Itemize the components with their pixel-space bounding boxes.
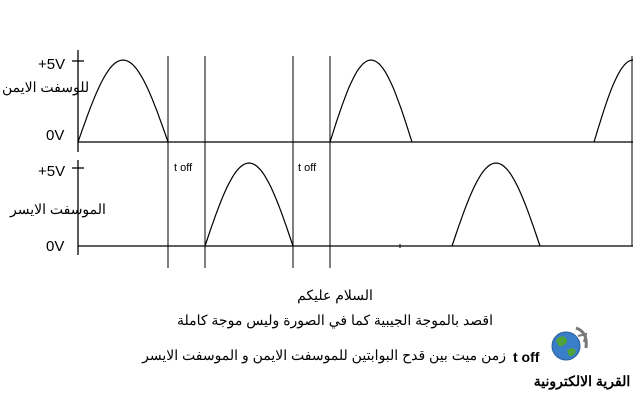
- logo: [534, 328, 630, 390]
- logo-text: القرية الالكترونية: [533, 373, 631, 389]
- message-line-1: اقصد بالموجة الجيبية كما في الصورة وليس موجة كاملة: [176, 312, 494, 328]
- bottom-hump-2: [452, 163, 540, 246]
- toff-term: t off: [513, 349, 540, 365]
- bottom-hump-1: [205, 163, 293, 246]
- waveform-humps: [78, 60, 633, 246]
- top-0v-label: 0V: [46, 127, 65, 144]
- greeting-text: السلام عليكم: [297, 287, 373, 303]
- toff-label-left: t off: [174, 162, 193, 174]
- top-hump-3: [594, 60, 633, 142]
- bottom-0v-label: 0V: [46, 238, 65, 255]
- bottom-5v-label: +5V: [38, 163, 66, 180]
- message-line-2: زمن ميت بين قدح البوابتين للموسفت الايمن و الموسفت الايسر: [142, 347, 506, 363]
- globe-icon: [552, 328, 586, 360]
- top-hump-1: [78, 60, 168, 142]
- bottom-channel-name: الموسفت الايسر: [10, 201, 106, 217]
- top-5v-label: +5V: [38, 56, 66, 73]
- toff-label-right: t off: [298, 162, 317, 174]
- top-channel-name: للوسفت الايمن: [2, 79, 90, 95]
- top-hump-2: [330, 60, 412, 142]
